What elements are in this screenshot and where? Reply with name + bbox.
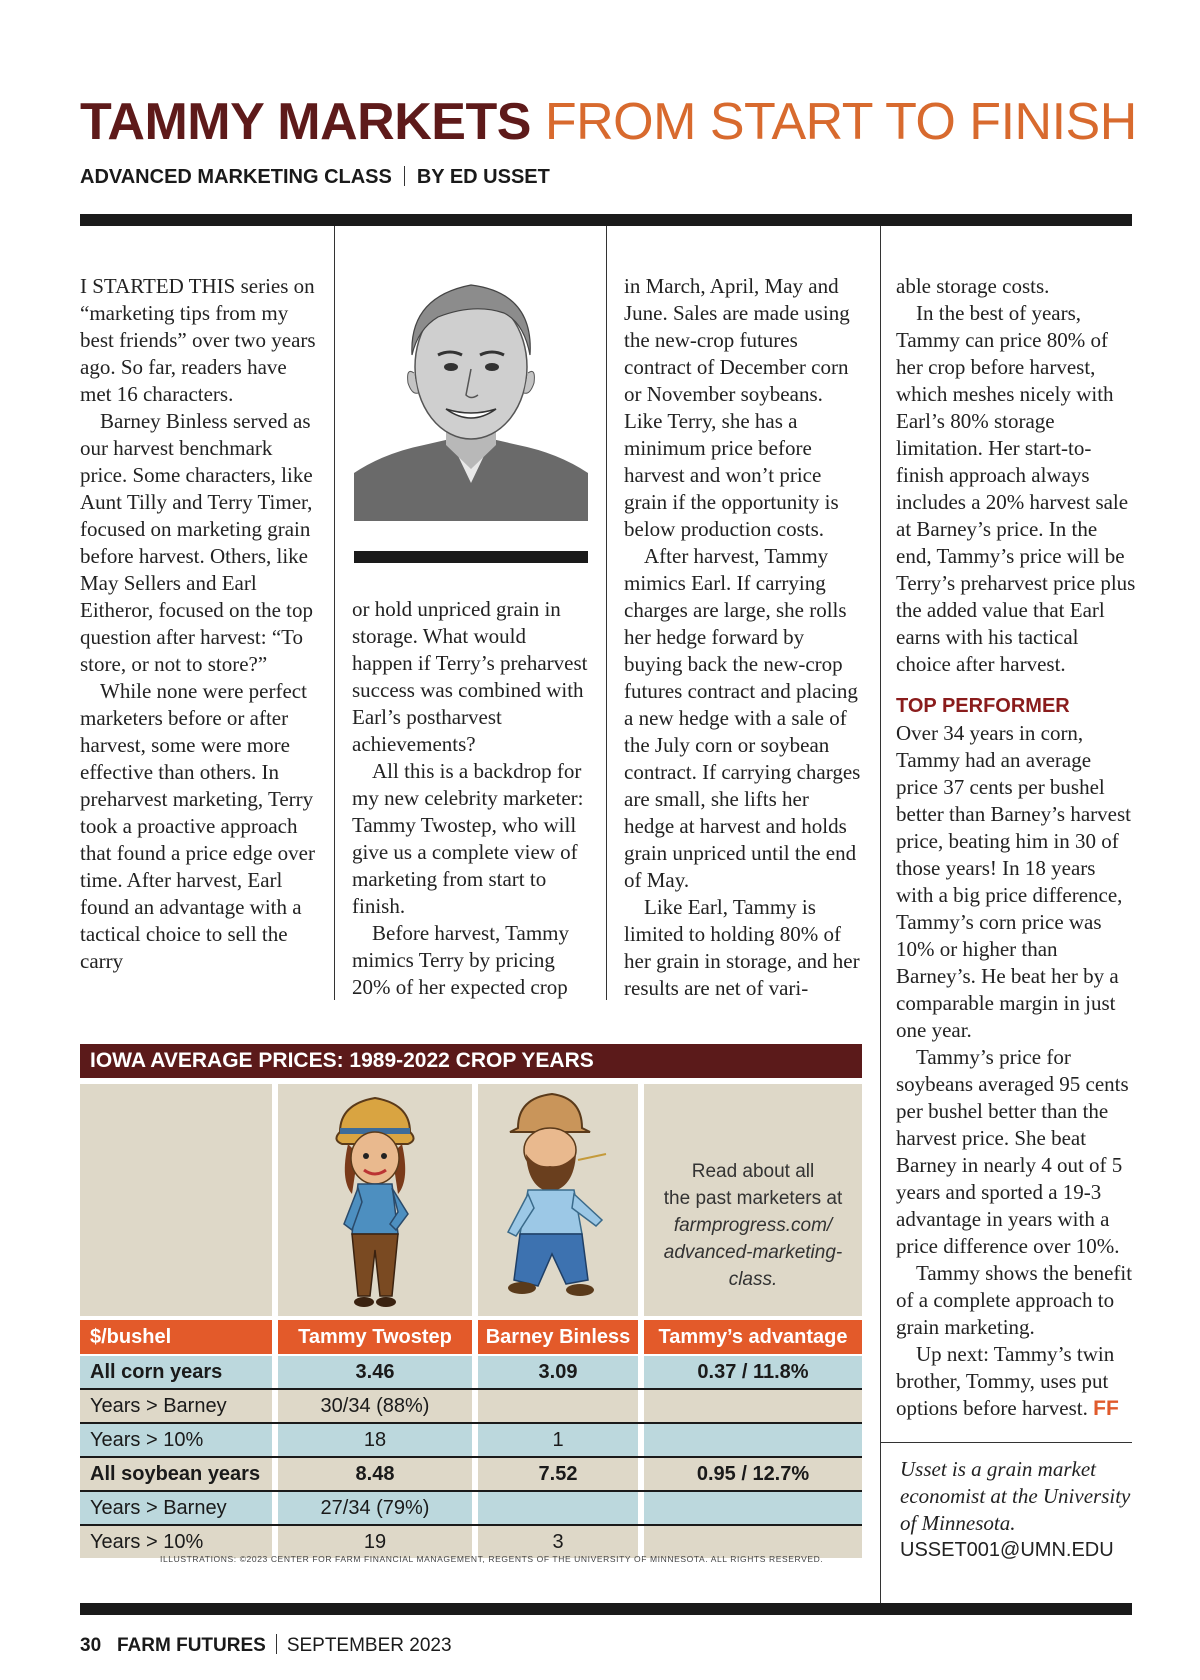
paragraph: After harvest, Tammy mimics Earl. If carrying charges are large, she rolls her hedge forward by buying back the new-crop futures contract and placing a new hedge with a sale of the July corn or soybean contract. If carrying charges are small, she lifts her hedge at harvest and holds grain unpriced until the end of May. — [624, 544, 861, 892]
end-mark: FF — [1093, 1397, 1119, 1420]
issue-date: SEPTEMBER 2023 — [286, 1635, 452, 1656]
article-column-1 — [80, 273, 318, 975]
cell-tammy: 30/34 (88%) — [278, 1390, 472, 1422]
cell-advantage: 0.95 / 12.7% — [644, 1458, 862, 1490]
top-rule — [80, 214, 1132, 226]
cell-barney — [478, 1492, 638, 1524]
cell-barney — [478, 1390, 638, 1422]
cell-barney: 1 — [478, 1424, 638, 1456]
table-row — [80, 1492, 862, 1524]
page-footer — [80, 1634, 452, 1657]
cell-advantage — [644, 1390, 862, 1422]
read-note-line-2: the past marketers at — [663, 1188, 843, 1209]
table-title: IOWA AVERAGE PRICES: 1989-2022 CROP YEARS — [80, 1044, 862, 1078]
illustration-cell-tammy — [278, 1084, 472, 1316]
table-row — [80, 1356, 862, 1388]
article-title — [80, 93, 1137, 151]
footer-divider — [276, 1634, 277, 1654]
cell-tammy: 19 — [278, 1526, 472, 1558]
row-label: Years > Barney — [80, 1390, 272, 1422]
col-header-advantage: Tammy’s advantage — [644, 1320, 862, 1354]
column-divider-3 — [880, 226, 881, 1603]
row-label: Years > 10% — [80, 1526, 272, 1558]
row-label: All soybean years — [80, 1458, 272, 1490]
table-row — [80, 1390, 862, 1422]
paragraph: In the best of years, Tammy can price 80% of her crop before harvest, which meshes nicely with Earl’s 80% storage limitation. Her start-to-finish approach always includes a 20% harvest sale at Barney’s price. In the end, Tammy’s price will be Terry’s preharvest price plus the added value that Earl earns with his tactical choice after harvest. — [896, 301, 1136, 676]
magazine-name: FARM FUTURES — [116, 1635, 266, 1656]
row-label: All corn years — [80, 1356, 272, 1388]
table-row — [80, 1424, 862, 1456]
cell-barney: 3 — [478, 1526, 638, 1558]
cell-advantage — [644, 1492, 862, 1524]
paragraph: Before harvest, Tammy mimics Terry by pricing 20% of her expected crop — [352, 921, 569, 999]
author-portrait — [354, 263, 588, 563]
title-light-part: FROM START TO FINISH — [544, 93, 1137, 151]
col-header-tammy: Tammy Twostep — [278, 1320, 472, 1354]
bottom-rule — [80, 1603, 1132, 1615]
title-bold-part: TAMMY MARKETS — [80, 93, 531, 151]
paragraph: in March, April, May and June. Sales are made using the new-crop futures contract of December corn or November soybeans. Like Terry, she has a minimum price before harvest and won’t price grain if the opportunity is below production costs. — [624, 274, 850, 541]
cell-barney: 3.09 — [478, 1356, 638, 1388]
cell-advantage — [644, 1424, 862, 1456]
series-name: ADVANCED MARKETING CLASS — [80, 166, 392, 188]
paragraph: Tammy’s price for soybeans averaged 95 cents per bushel better than the harvest price. She beat Barney in nearly 4 out of 5 years and sported a 19-3 advantage in years with a price difference over 10%. — [896, 1045, 1129, 1258]
last-paragraph-text: Up next: Tammy’s twin brother, Tommy, uses put options before harvest. — [896, 1342, 1115, 1420]
cell-tammy: 8.48 — [278, 1458, 472, 1490]
tammy-illustration — [278, 1084, 472, 1316]
column-divider-1 — [334, 226, 335, 1000]
illustration-credits: ILLUSTRATIONS: ©2023 CENTER FOR FARM FINANCIAL MANAGEMENT, REGENTS OF THE UNIVERSITY OF MINNESOTA. ALL RIGHTS RESERVED. — [160, 1554, 824, 1564]
paragraph: All this is a backdrop for my new celebrity marketer: Tammy Twostep, who will give us a complete view of marketing from start to finish. — [352, 759, 584, 918]
article-column-4 — [896, 273, 1136, 1422]
author-name: BY ED USSET — [416, 166, 550, 188]
read-link-line-3[interactable]: class. — [728, 1269, 778, 1290]
paragraph: While none were perfect marketers before or after harvest, some were more effective than others. In preharvest marketing, Terry took a proactive approach that found a price edge over time. After harvest, Earl found an advantage with a tactical choice to sell the carry — [80, 679, 315, 973]
cell-tammy: 3.46 — [278, 1356, 472, 1388]
paragraph: Barney Binless served as our harvest benchmark price. Some characters, like Aunt Tilly and Terry Timer, focused on marketing grain before harvest. Others, like May Sellers and Earl Eitheror, focused on the top question after harvest: “To store, or not to store?” — [80, 409, 314, 676]
paragraph: Like Earl, Tammy is limited to holding 80% of her grain in storage, and her results are net of vari- — [624, 895, 860, 1000]
table-body — [80, 1078, 862, 1566]
read-link-line-1[interactable]: farmprogress.com/ — [673, 1215, 833, 1236]
read-note-line-1: Read about all — [691, 1161, 815, 1182]
author-note-text: Usset is a grain market economist at the University of Minnesota. — [900, 1457, 1131, 1535]
subhead-top-performer: TOP PERFORMER — [896, 695, 1070, 717]
paragraph-last — [896, 1341, 1136, 1422]
col-header-barney: Barney Binless — [478, 1320, 638, 1354]
cell-advantage: 0.37 / 11.8% — [644, 1356, 862, 1388]
col-header-unit: $/bushel — [80, 1320, 272, 1354]
byline — [80, 166, 550, 189]
author-note — [900, 1456, 1132, 1564]
paragraph: Tammy shows the benefit of a complete approach to grain marketing. — [896, 1261, 1133, 1339]
paragraph: or hold unpriced grain in storage. What would happen if Terry’s preharvest success was combined with Earl’s postharvest achievements? — [352, 597, 588, 756]
prices-table — [80, 1044, 862, 1566]
row-label: Years > 10% — [80, 1424, 272, 1456]
paragraph: Over 34 years in corn, Tammy had an average price 37 cents per bushel better than Barney’s harvest price, beating him in 30 of those years! In 18 years with a big price difference, Tammy’s corn price was 10% or higher than Barney’s. He beat her by a comparable margin in just one year. — [896, 721, 1131, 1042]
cell-barney: 7.52 — [478, 1458, 638, 1490]
column-divider-2 — [606, 226, 607, 1000]
page-number: 30 — [80, 1635, 102, 1656]
cell-tammy: 27/34 (79%) — [278, 1492, 472, 1524]
cell-tammy: 18 — [278, 1424, 472, 1456]
illustration-cell-barney — [478, 1084, 638, 1316]
illustration-cell-empty — [80, 1084, 272, 1316]
author-note-rule — [880, 1442, 1132, 1443]
row-label: Years > Barney — [80, 1492, 272, 1524]
author-email[interactable]: USSET001@UMN.EDU — [900, 1539, 1114, 1561]
read-more-note — [644, 1158, 862, 1293]
table-row — [80, 1458, 862, 1490]
paragraph: I STARTED THIS series on “marketing tips from my best friends” over two years ago. So far, readers have met 16 characters. — [80, 274, 316, 406]
barney-illustration — [478, 1084, 638, 1316]
paragraph: able storage costs. — [896, 274, 1050, 298]
article-column-3 — [624, 273, 864, 1002]
read-link-line-2[interactable]: advanced-marketing- — [663, 1242, 843, 1263]
article-column-2 — [352, 596, 590, 1001]
byline-divider — [404, 166, 405, 186]
